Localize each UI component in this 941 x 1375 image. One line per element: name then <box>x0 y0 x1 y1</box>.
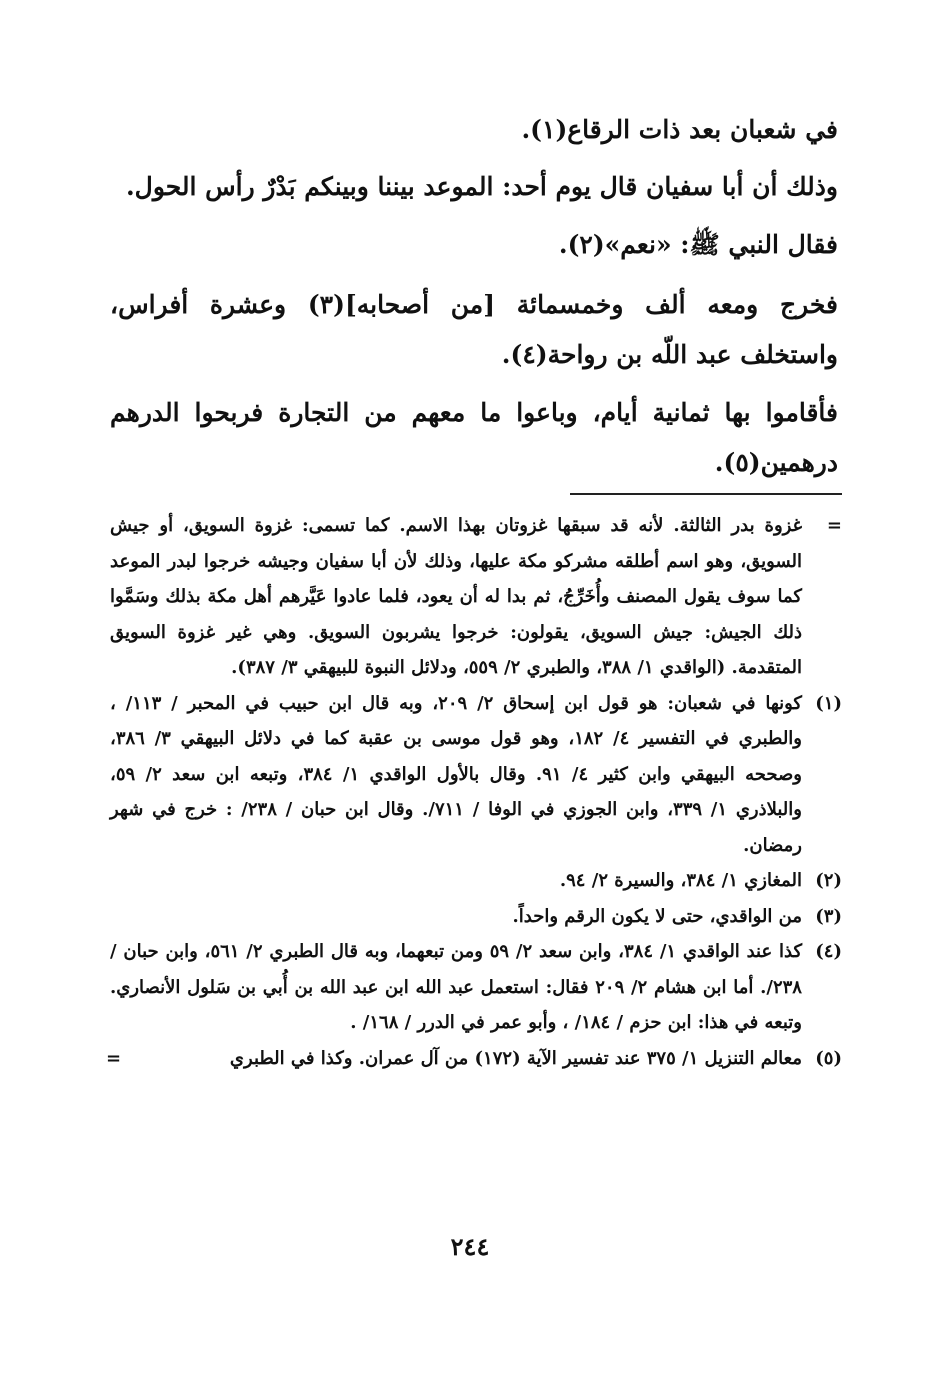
footnote-separator-rule <box>570 493 842 495</box>
footnote-3-marker: (٣) <box>815 905 842 927</box>
footnote-2-marker: (٢) <box>815 870 842 891</box>
main-paragraph-4: فخرج ومعه ألف وخمسمائة [من أصحابه](٣) وعشرة أفراس، واستخلف عبد اللّه بن رواحة(٤). <box>110 290 838 369</box>
footnote-1-text: كونها في شعبان: هو قول ابن إسحاق ٢/ ٢٠٩، وبه قال ابن حبيب في المحبر / ١١٣/ ، والطبري في التفسير ٤/ ١٨٢، وهو قول موسى بن عقبة كما في دلائل البيهقي ٣/ ٣٨٦، وصححه البيهقي وابن كثير ٤/ ٩١. وقال بالأول الواقدي ١/ ٣٨٤، وتبعه ابن سعد ٢/ ٥٩، والبلاذري ١/ ٣٣٩، وابن الجوزي في الوفا / ٧١١/. وقال ابن حبان / ٢٣٨/ : خرج في شهر رمضان. <box>110 692 803 856</box>
footnote-2 <box>110 863 842 899</box>
footnote-1 <box>110 686 842 864</box>
footnote-5-continue-mark: = <box>106 1047 122 1069</box>
footnote-1-marker: (١) <box>815 692 842 714</box>
page-number: ٢٤٤ <box>450 1232 490 1261</box>
main-paragraph-1: في شعبان بعد ذات الرقاع(١). <box>521 115 838 144</box>
footnote-continued <box>110 508 842 686</box>
footnote-4-text: كذا عند الواقدي ١/ ٣٨٤، وابن سعد ٢/ ٥٩ ومن تبعهما، وبه قال الطبري ٢/ ٥٦١، وابن حبان / ٢٣٨/. أما ابن هشام ٢/ ٢٠٩ فقال: استعمل عبد الله ابن عبد الله بن أُبي بن سَلول الأنصاري. وتبعه في هذا: ابن حزم / ١٨٤/ ، وأبو عمر في الدرر / ١٦٨/ . <box>110 941 803 1033</box>
footnote-5-marker: (٥) <box>815 1047 842 1069</box>
footnote-4 <box>110 934 842 1041</box>
footnote-5 <box>106 1041 842 1077</box>
footnote-continued-text: غزوة بدر الثالثة. لأنه قد سبقها غزوتان بهذا الاسم. كما تسمى: غزوة السويق، أو جيش السويق، وهو اسم أطلقه مشركو مكة عليها، وذلك لأن أبا سفيان وجيشه خرجوا لبدر الموعد كما سوف يقول المصنف وأُخَرِّجُ، ثم بدا له أن يعود، فلما عادوا عَيَّرهم أهل مكة بذلك وسَمَّوا ذلك الجيش: جيش السويق، يقولون: خرجوا يشربون السويق. وهي غير غزوة السويق المتقدمة. (الواقدي ١/ ٣٨٨، والطبري ٢/ ٥٥٩، ودلائل النبوة للبيهقي ٣/ ٣٨٧). <box>110 515 802 678</box>
footnote-2-text: المغازي ١/ ٣٨٤، والسيرة ٢/ ٩٤. <box>559 870 802 891</box>
footnote-4-marker: (٤) <box>815 941 842 962</box>
footnotes-section <box>106 508 842 1076</box>
footnote-continued-marker: = <box>826 515 842 536</box>
footnote-3 <box>110 899 842 935</box>
footnote-5-text: معالم التنزيل ١/ ٣٧٥ عند تفسير الآية (١٧٢) من آل عمران. وكذا في الطبري <box>229 1047 802 1069</box>
main-paragraph-2: وذلك أن أبا سفيان قال يوم أحد: الموعد بيننا وبينكم بَدْرٌ رأس الحول. <box>125 172 838 201</box>
footnote-3-text: من الواقدي، حتى لا يكون الرقم واحداً. <box>512 905 802 927</box>
main-paragraph-5: فأقاموا بها ثمانية أيام، وباعوا ما معهم من التجارة فربحوا الدرهم درهمين(٥). <box>110 398 838 477</box>
main-paragraph-3: فقال النبي ﷺ: «نعم»(٢). <box>558 230 838 259</box>
